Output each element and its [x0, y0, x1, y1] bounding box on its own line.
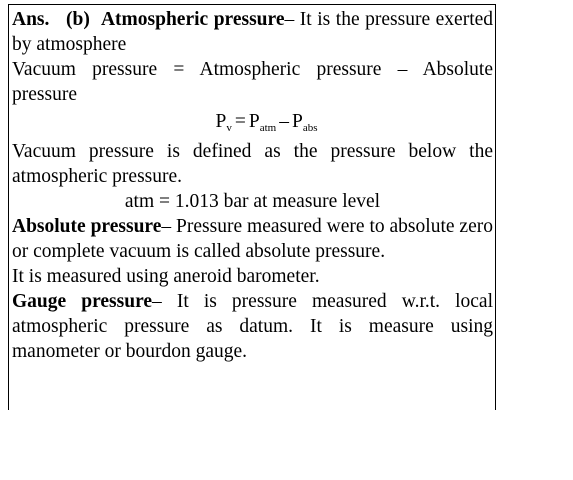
- eq-term2-sub: abs: [302, 122, 318, 134]
- atmospheric-pressure-paragraph: [12, 7, 493, 57]
- eq-equals: =: [234, 111, 246, 132]
- answer-option: (b): [66, 9, 90, 30]
- aneroid-line: It is measured using aneroid barometer.: [12, 266, 320, 287]
- gauge-pressure-paragraph: [12, 289, 493, 364]
- atmospheric-pressure-term: Atmospheric pressure: [100, 9, 285, 30]
- eq-term2: P: [291, 111, 303, 132]
- atmospheric-pressure-definition: – It is the pressure exerted by atmosphere: [12, 9, 494, 55]
- absolute-pressure-term: Absolute pressure: [12, 216, 162, 237]
- answer-prefix: Ans.: [12, 9, 50, 30]
- vacuum-definition: Vacuum pressure is defined as the pressure below the atmospheric pressure.: [12, 141, 493, 187]
- eq-lhs: P: [215, 111, 227, 132]
- eq-term1-sub: atm: [259, 122, 277, 134]
- answer-box: [8, 4, 496, 410]
- pressure-equation: [12, 107, 493, 139]
- atm-value: atm = 1.013 bar at measure level: [124, 191, 381, 212]
- eq-lhs-sub: v: [226, 122, 232, 134]
- answer-content: [12, 7, 493, 364]
- absolute-pressure-definition: – Pressure measured were to absolute zero or complete vacuum is called absolute pressure.: [12, 216, 493, 262]
- absolute-pressure-paragraph: [12, 214, 493, 264]
- vacuum-relation: Vacuum pressure = Atmospheric pressure – Absolute pressure: [12, 59, 493, 105]
- gauge-pressure-definition: – It is pressure measured w.r.t. local atmospheric pressure as datum. It is measure using manometer or bourdon gauge.: [12, 291, 494, 362]
- eq-term1: P: [248, 111, 260, 132]
- eq-minus: –: [279, 111, 289, 132]
- gauge-pressure-term: Gauge pressure: [12, 291, 153, 312]
